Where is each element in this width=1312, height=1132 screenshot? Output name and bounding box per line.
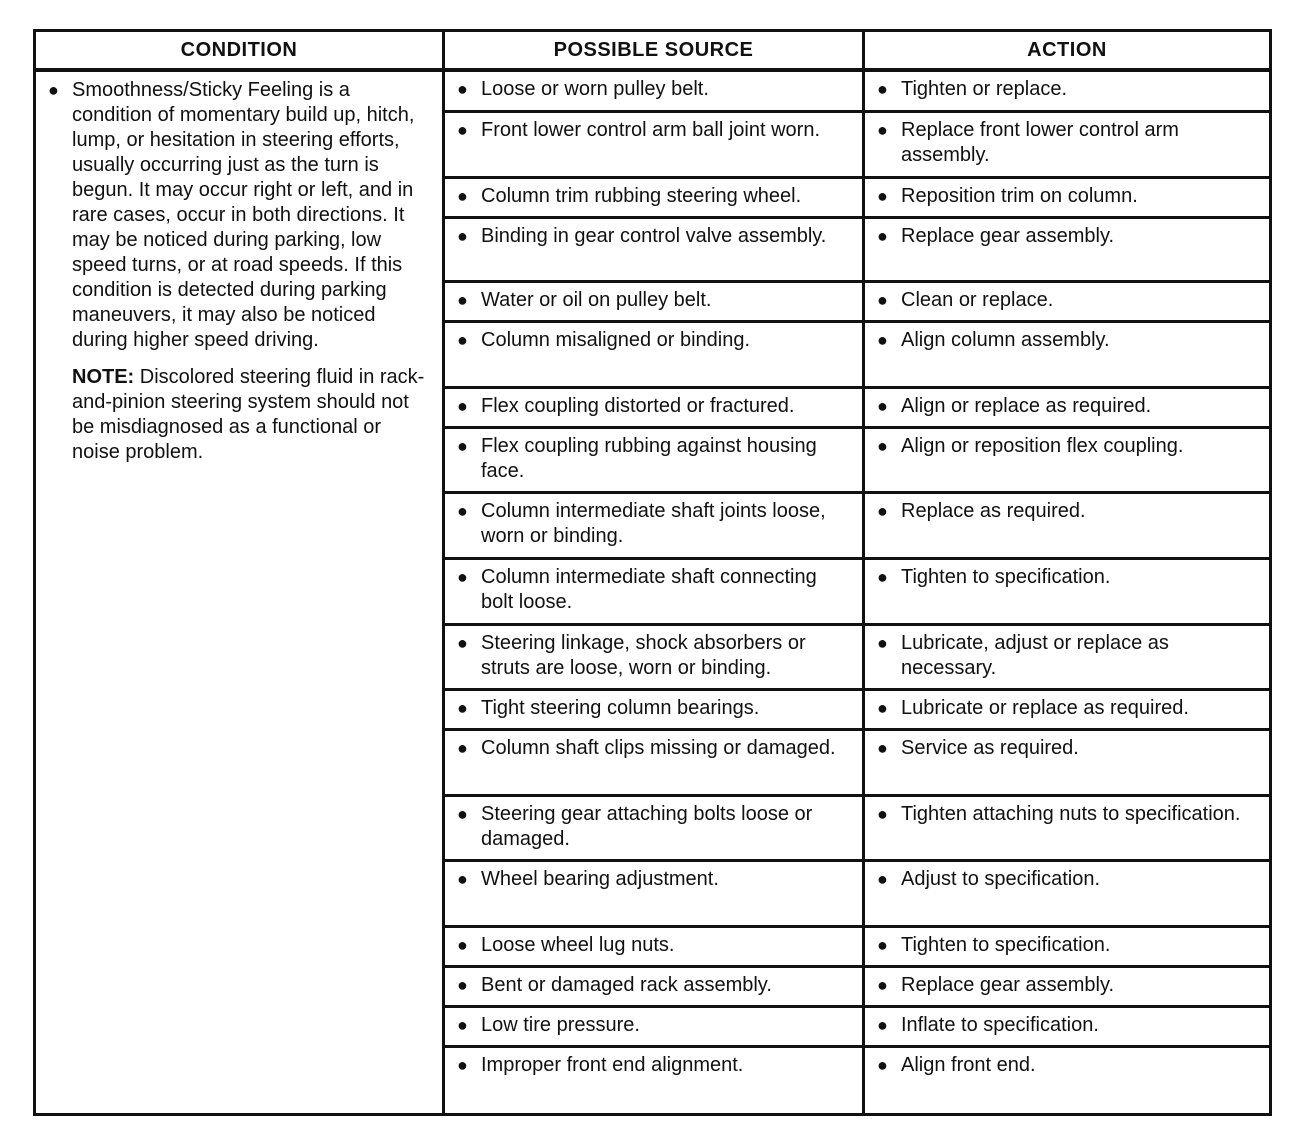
bullet-icon: ● bbox=[457, 79, 468, 99]
bullet-icon: ● bbox=[457, 934, 468, 955]
source-text: Steering gear attaching bolts loose or damaged. bbox=[481, 802, 813, 850]
action-cell bbox=[864, 689, 1271, 729]
header-condition: CONDITION bbox=[35, 31, 444, 71]
bullet-icon: ● bbox=[457, 329, 468, 350]
bullet-icon: ● bbox=[877, 1014, 888, 1035]
bullet-icon: ● bbox=[457, 974, 468, 995]
action-cell bbox=[864, 387, 1271, 427]
source-text: Column misaligned or binding. bbox=[481, 328, 751, 351]
action-text: Inflate to specification. bbox=[901, 1013, 1099, 1036]
action-text: Service as required. bbox=[901, 736, 1079, 759]
possible-source-cell bbox=[444, 1006, 864, 1046]
action-cell bbox=[864, 1006, 1271, 1046]
action-cell bbox=[864, 321, 1271, 387]
bullet-icon: ● bbox=[877, 697, 888, 718]
bullet-icon: ● bbox=[877, 1054, 888, 1075]
bullet-icon: ● bbox=[877, 868, 888, 889]
bullet-icon: ● bbox=[457, 566, 468, 587]
bullet-icon: ● bbox=[877, 185, 888, 206]
table-row bbox=[35, 70, 1271, 111]
action-cell bbox=[864, 966, 1271, 1006]
possible-source-cell bbox=[444, 795, 864, 860]
action-cell bbox=[864, 281, 1271, 321]
source-text: Column intermediate shaft connecting bolt loose. bbox=[481, 565, 817, 613]
action-cell bbox=[864, 217, 1271, 281]
bullet-icon: ● bbox=[457, 119, 468, 140]
bullet-icon: ● bbox=[877, 79, 888, 99]
bullet-icon: ● bbox=[457, 1014, 468, 1035]
action-cell bbox=[864, 624, 1271, 689]
source-text: Water or oil on pulley belt. bbox=[481, 288, 712, 311]
action-cell bbox=[864, 111, 1271, 177]
source-text: Column trim rubbing steering wheel. bbox=[481, 184, 802, 207]
action-text: Clean or replace. bbox=[901, 288, 1054, 311]
possible-source-cell bbox=[444, 321, 864, 387]
action-text: Align column assembly. bbox=[901, 328, 1110, 351]
action-text: Align or replace as required. bbox=[901, 394, 1152, 417]
action-text: Tighten to specification. bbox=[901, 565, 1111, 588]
bullet-icon: ● bbox=[457, 185, 468, 206]
action-text: Tighten to specification. bbox=[901, 933, 1111, 956]
possible-source-cell bbox=[444, 729, 864, 795]
action-cell bbox=[864, 729, 1271, 795]
source-text: Loose wheel lug nuts. bbox=[481, 933, 675, 956]
action-text: Align or reposition flex coupling. bbox=[901, 434, 1184, 457]
action-text: Tighten attaching nuts to specification. bbox=[901, 802, 1241, 825]
action-text: Tighten or replace. bbox=[901, 78, 1068, 100]
bullet-icon: ● bbox=[877, 289, 888, 310]
bullet-icon: ● bbox=[877, 737, 888, 758]
bullet-icon: ● bbox=[457, 803, 468, 824]
action-cell bbox=[864, 177, 1271, 217]
possible-source-cell bbox=[444, 624, 864, 689]
source-text: Column shaft clips missing or damaged. bbox=[481, 736, 836, 759]
source-text: Low tire pressure. bbox=[481, 1013, 640, 1036]
condition-note bbox=[48, 365, 428, 465]
bullet-icon: ● bbox=[457, 632, 468, 653]
bullet-icon: ● bbox=[877, 566, 888, 587]
source-text: Bent or damaged rack assembly. bbox=[481, 973, 772, 996]
possible-source-cell bbox=[444, 966, 864, 1006]
action-text: Replace as required. bbox=[901, 499, 1086, 522]
possible-source-cell bbox=[444, 281, 864, 321]
bullet-icon: ● bbox=[877, 500, 888, 521]
action-cell bbox=[864, 492, 1271, 558]
note-text: Discolored steering fluid in rack-and-pinion steering system should not be misdiagnosed as a functional or noise problem. bbox=[72, 366, 425, 463]
bullet-icon: ● bbox=[48, 80, 59, 100]
bullet-icon: ● bbox=[877, 974, 888, 995]
source-text: Column intermediate shaft joints loose, worn or binding. bbox=[481, 499, 826, 547]
possible-source-cell bbox=[444, 387, 864, 427]
possible-source-cell bbox=[444, 1046, 864, 1114]
bullet-icon: ● bbox=[457, 868, 468, 889]
bullet-icon: ● bbox=[457, 225, 468, 246]
header-row bbox=[35, 31, 1271, 71]
possible-source-cell bbox=[444, 111, 864, 177]
bullet-icon: ● bbox=[457, 289, 468, 310]
bullet-icon: ● bbox=[877, 225, 888, 246]
action-cell bbox=[864, 70, 1271, 111]
action-cell bbox=[864, 926, 1271, 966]
bullet-icon: ● bbox=[457, 500, 468, 521]
action-cell bbox=[864, 427, 1271, 492]
source-text: Flex coupling distorted or fractured. bbox=[481, 394, 795, 417]
possible-source-cell bbox=[444, 177, 864, 217]
bullet-icon: ● bbox=[877, 395, 888, 416]
action-cell bbox=[864, 1046, 1271, 1114]
bullet-icon: ● bbox=[457, 435, 468, 456]
possible-source-cell bbox=[444, 558, 864, 624]
bullet-icon: ● bbox=[457, 1054, 468, 1075]
action-cell bbox=[864, 860, 1271, 926]
note-label: NOTE: bbox=[72, 366, 135, 388]
header-possible-source: POSSIBLE SOURCE bbox=[444, 31, 864, 71]
bullet-icon: ● bbox=[877, 934, 888, 955]
action-text: Align front end. bbox=[901, 1053, 1036, 1076]
possible-source-cell bbox=[444, 860, 864, 926]
bullet-icon: ● bbox=[877, 329, 888, 350]
source-text: Wheel bearing adjustment. bbox=[481, 867, 719, 890]
source-text: Binding in gear control valve assembly. bbox=[481, 224, 827, 247]
header-action: ACTION bbox=[864, 31, 1271, 71]
possible-source-cell bbox=[444, 70, 864, 111]
action-text: Replace gear assembly. bbox=[901, 973, 1115, 996]
possible-source-cell bbox=[444, 926, 864, 966]
bullet-icon: ● bbox=[457, 395, 468, 416]
bullet-icon: ● bbox=[877, 435, 888, 456]
diagnosis-table bbox=[33, 29, 1272, 1116]
possible-source-cell bbox=[444, 427, 864, 492]
bullet-icon: ● bbox=[877, 803, 888, 824]
possible-source-cell bbox=[444, 492, 864, 558]
source-text: Loose or worn pulley belt. bbox=[481, 78, 709, 100]
bullet-icon: ● bbox=[457, 737, 468, 758]
source-text: Flex coupling rubbing against housing face. bbox=[481, 434, 817, 482]
action-text: Lubricate or replace as required. bbox=[901, 696, 1189, 719]
action-text: Adjust to specification. bbox=[901, 867, 1100, 890]
action-text: Replace gear assembly. bbox=[901, 224, 1115, 247]
action-text: Reposition trim on column. bbox=[901, 184, 1138, 207]
table-body bbox=[35, 70, 1271, 1114]
possible-source-cell bbox=[444, 689, 864, 729]
condition-cell bbox=[35, 70, 444, 1114]
action-text: Lubricate, adjust or replace as necessary. bbox=[901, 631, 1169, 679]
action-text: Replace front lower control arm assembly. bbox=[901, 118, 1179, 166]
action-cell bbox=[864, 795, 1271, 860]
action-cell bbox=[864, 558, 1271, 624]
source-text: Tight steering column bearings. bbox=[481, 696, 760, 719]
source-text: Front lower control arm ball joint worn. bbox=[481, 118, 821, 141]
possible-source-cell bbox=[444, 217, 864, 281]
bullet-icon: ● bbox=[877, 119, 888, 140]
source-text: Improper front end alignment. bbox=[481, 1053, 744, 1076]
source-text: Steering linkage, shock absorbers or struts are loose, worn or binding. bbox=[481, 631, 806, 679]
condition-text: Smoothness/Sticky Feeling is a condition of momentary build up, hitch, lump, or hesitation in steering efforts, usually occurring just as the turn is begun. It may occur right or left, and in rare cases, occur in both directions. It may be noticed during parking, low speed turns, or at road speeds. If this condition is detected during parking maneuvers, it may also be noticed during higher speed driving. bbox=[72, 79, 415, 351]
bullet-icon: ● bbox=[877, 632, 888, 653]
bullet-icon: ● bbox=[457, 697, 468, 718]
